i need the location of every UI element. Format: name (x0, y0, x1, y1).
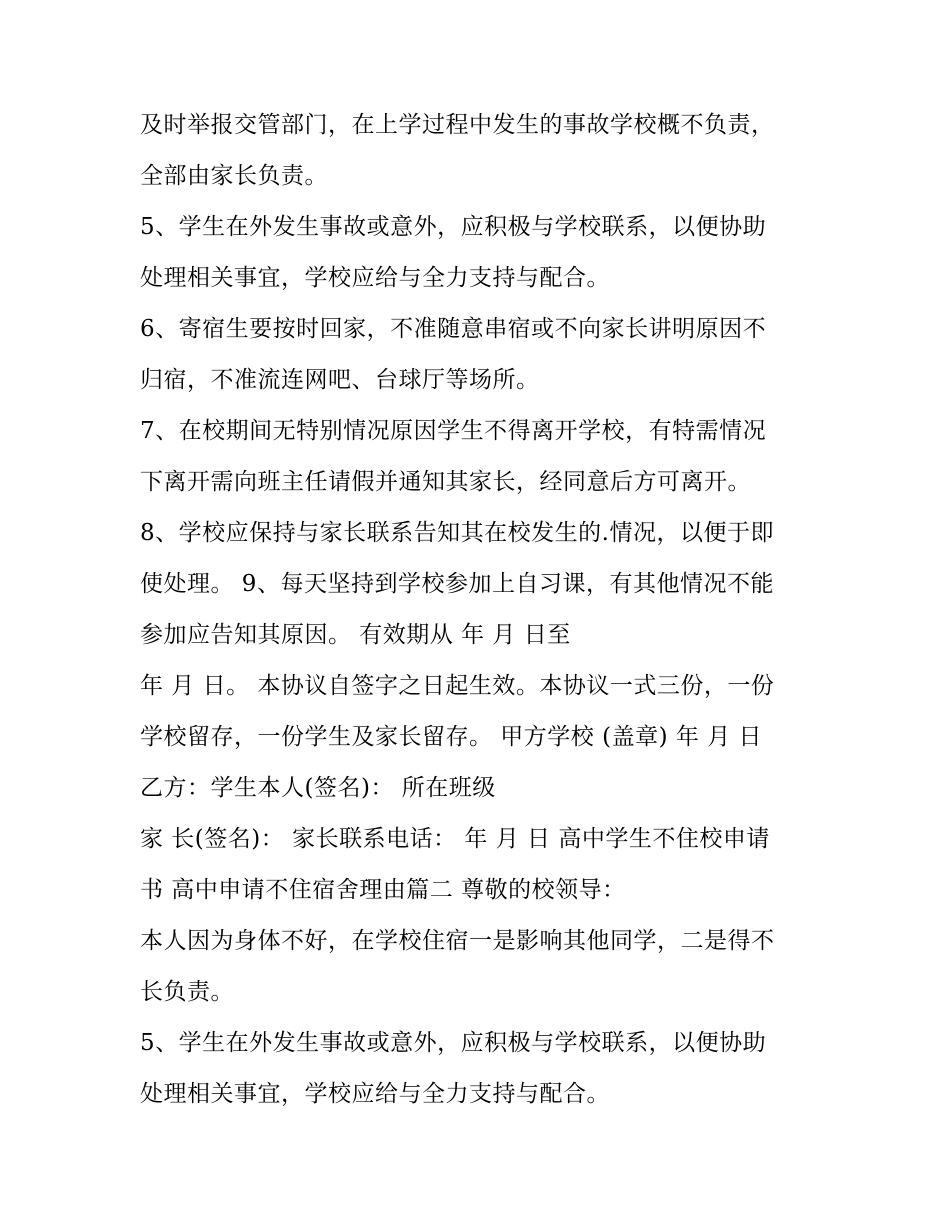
text-line-6: 归宿，不准流连网吧、台球厅等场所。 (140, 367, 540, 393)
text-line-5: 6、寄宿生要按时回家，不准随意串宿或不向家长讲明原因不 (140, 316, 767, 342)
text-line-17: 本人因为身体不好，在学校住宿一是影响其他同学，二是得不 (140, 928, 775, 954)
text-line-3: 5、学生在外发生事故或意外，应积极与学校联系，以便协助 (140, 214, 767, 240)
document-body (140, 100, 840, 1120)
text-line-10: 使处理。 9、每天坚持到学校参加上自习课，有其他情况不能 (140, 571, 774, 597)
text-line-19: 5、学生在外发生事故或意外，应积极与学校联系，以便协助 (140, 1030, 767, 1056)
text-line-12: 年 月 日。 本协议自签字之日起生效。本协议一式三份，一份 (140, 673, 775, 699)
text-line-1: 及时举报交管部门，在上学过程中发生的事故学校概不负责， (140, 112, 775, 138)
text-line-15: 家 长(签名)： 家长联系电话： 年 月 日 高中学生不住校申请 (140, 826, 770, 852)
text-line-18: 长负责。 (140, 979, 234, 1005)
text-line-11: 参加应告知其原因。 有效期从 年 月 日至 (140, 622, 571, 648)
text-line-14: 乙方：学生本人(签名)： 所在班级 (140, 775, 496, 801)
text-line-7: 7、在校期间无特别情况原因学生不得离开学校，有特需情况 (140, 418, 767, 444)
text-line-9: 8、学校应保持与家长联系告知其在校发生的.情况，以便于即 (140, 520, 774, 546)
text-line-8: 下离开需向班主任请假并通知其家长，经同意后方可离开。 (140, 469, 751, 495)
text-line-2: 全部由家长负责。 (140, 163, 328, 189)
text-line-16: 书 高中申请不住宿舍理由篇二 尊敬的校领导： (140, 877, 626, 903)
text-line-4: 处理相关事宜，学校应给与全力支持与配合。 (140, 265, 610, 291)
text-line-20: 处理相关事宜，学校应给与全力支持与配合。 (140, 1081, 610, 1107)
text-line-13: 学校留存，一份学生及家长留存。 甲方学校 (盖章) 年 月 日 (140, 724, 763, 750)
